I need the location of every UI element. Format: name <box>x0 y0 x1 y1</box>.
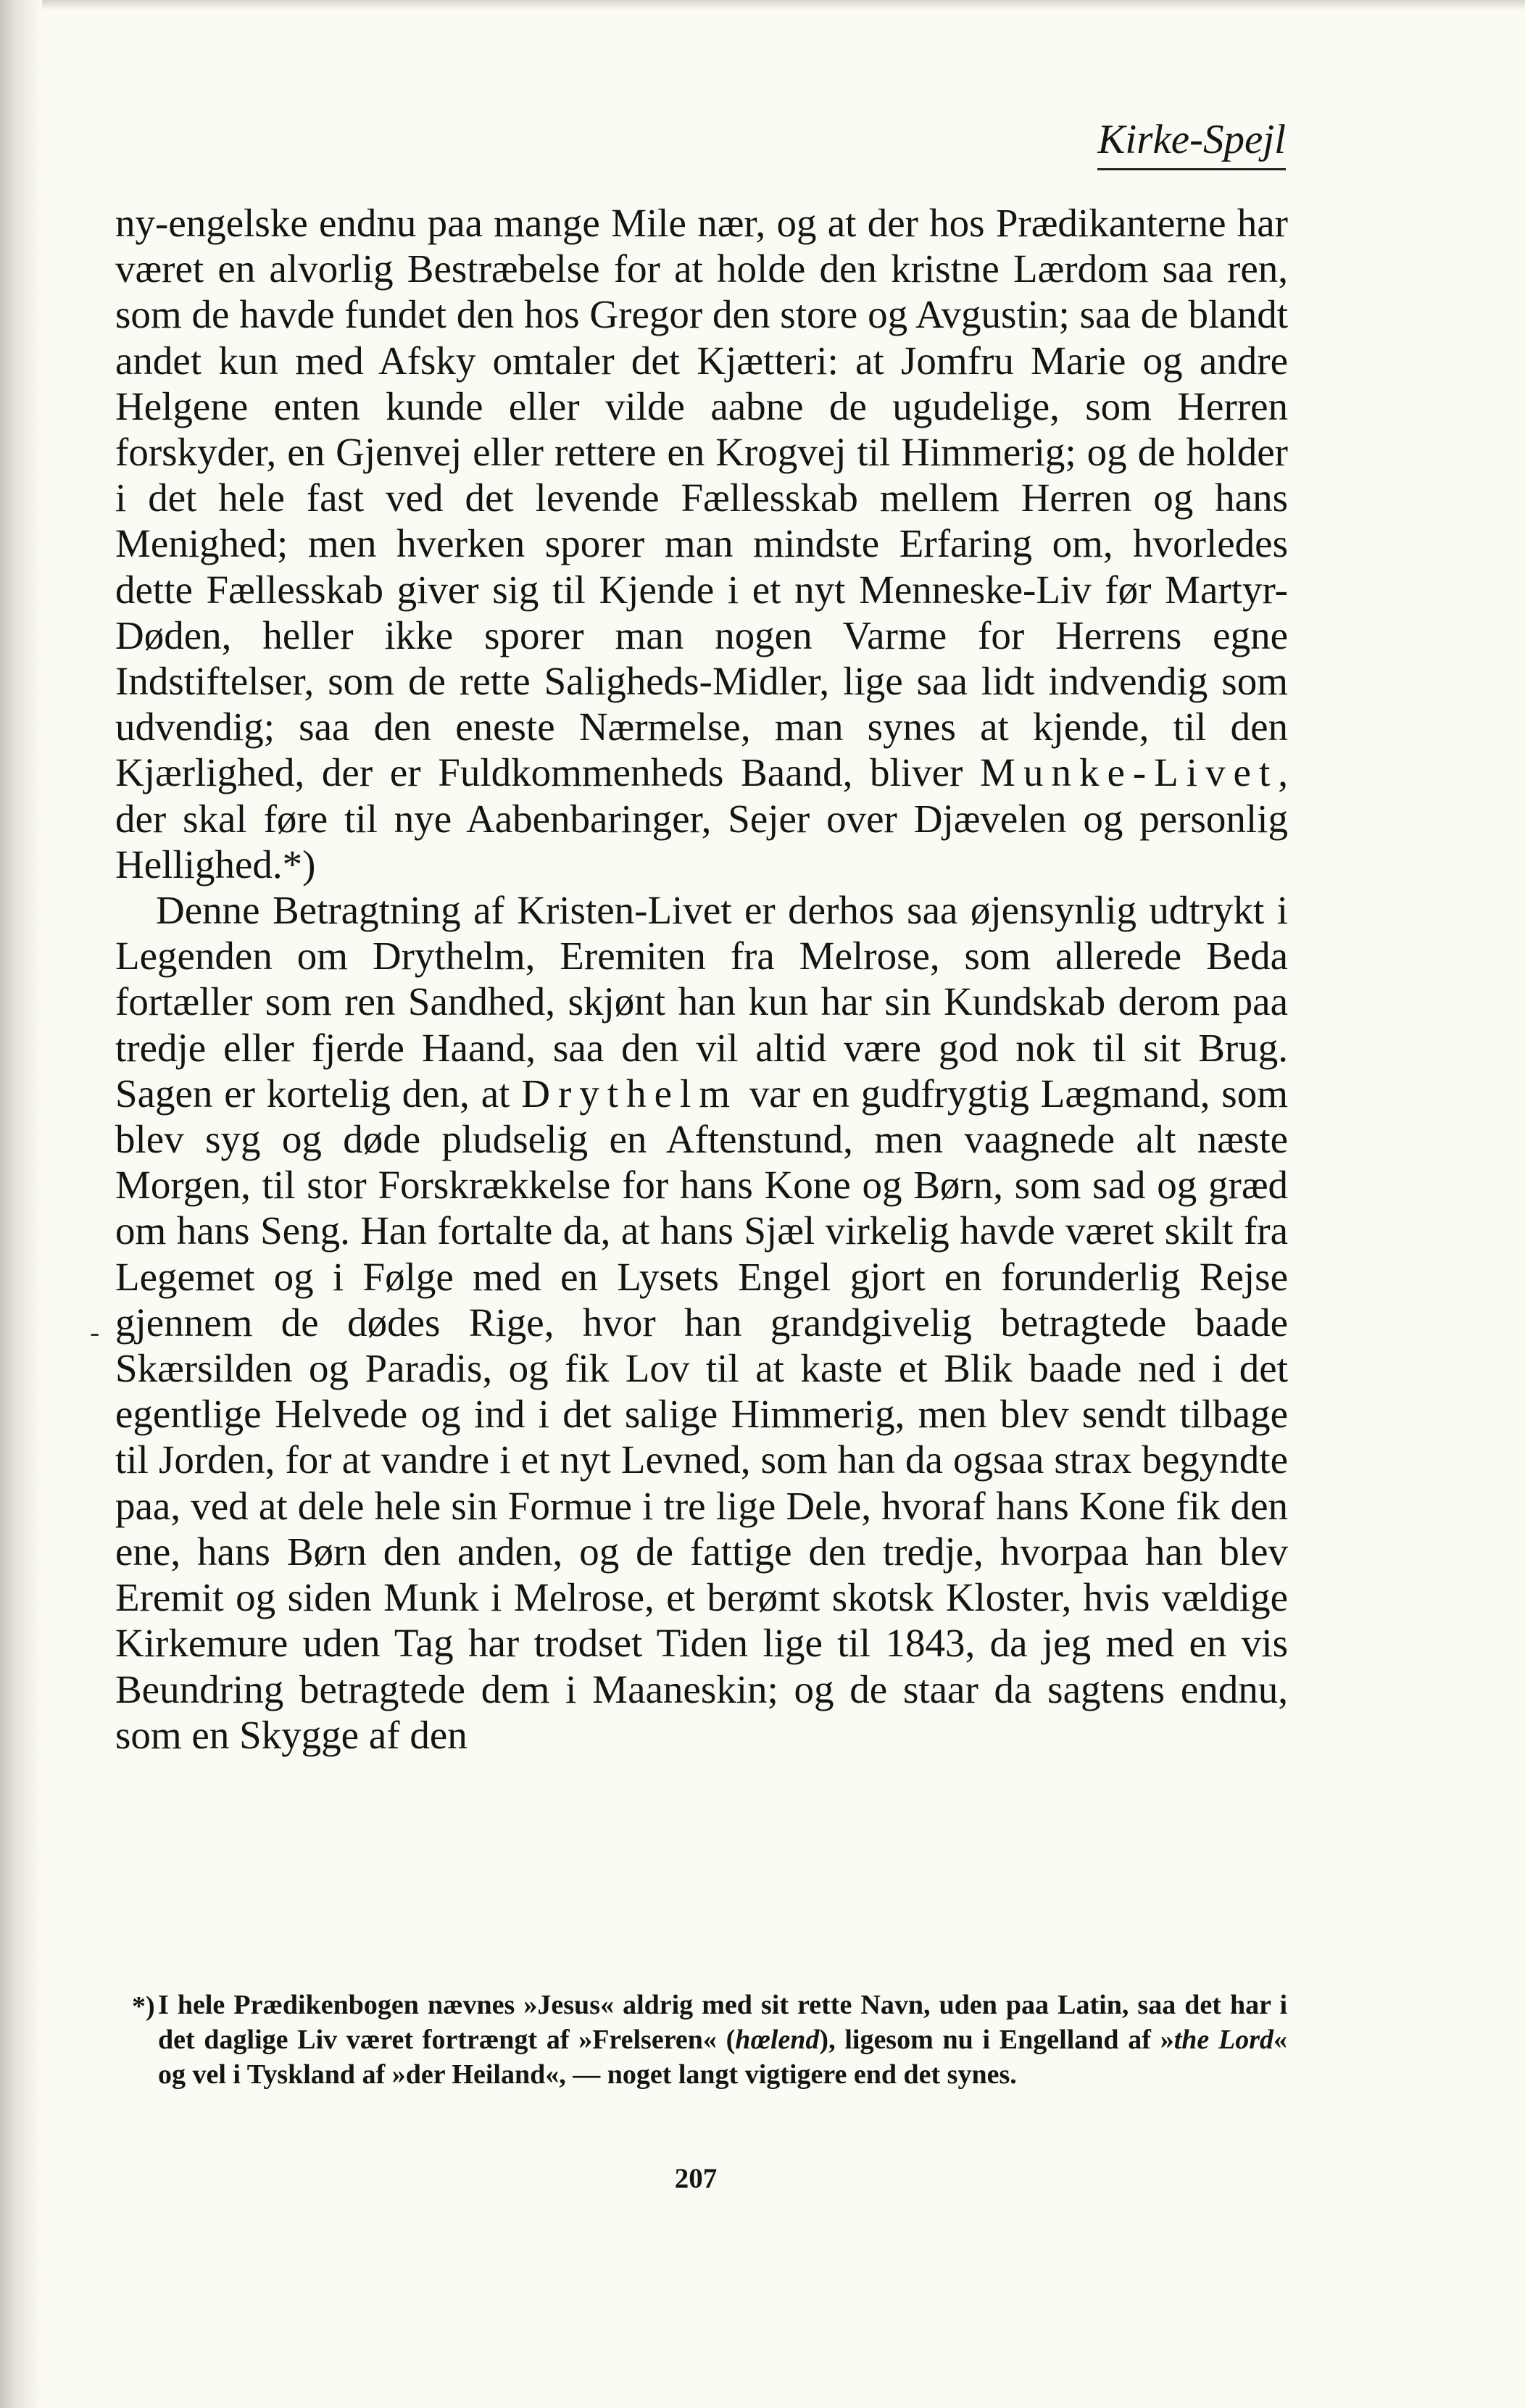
paragraph-2-part-1: Denne Betragtning af Kristen-Livet er derhos saa øjensynlig udtrykt i Legenden om Drythelm, Eremiten fra Melrose, som allerede Beda fortæller som ren Sandhed, skjønt han kun har sin Kundskab derom paa tredje eller fjerde Haand, saa den vil altid være god nok til sit Brug. Sagen er kortelig den, at <box>115 888 1288 1116</box>
main-text <box>115 200 1288 1758</box>
footnote-part-3: ), ligesom nu i Engelland af » <box>819 2025 1174 2055</box>
paragraph-2-part-3: var en gudfrygtig Lægmand, som blev syg og døde pludselig en Aftenstund, men vaagnede alt næste Morgen, til stor Forskrækkelse for hans Kone og Børn, som sad og græd om hans Seng. Han fortalte da, at hans Sjæl virkelig havde været skilt fra Legemet og i Følge med en Lysets Engel gjort en forunderlig Rejse gjennem de dødes Rige, hvor han grandgivelig betragtede baade Skærsilden og Paradis, og fik Lov til at kaste et Blik baade ned i det egentlige Helvede og ind i det salige Himmerig, men blev sendt tilbage til Jorden, for at vandre i et nyt Levned, som han da ogsaa strax begyndte paa, ved at dele hele sin Formue i tre lige Dele, hvoraf hans Kone fik den ene, hans Børn den anden, og de fattige den tredje, hvorpaa han blev Eremit og siden Munk i Melrose, et berømt skotsk Kloster, hvis vældige Kirkemure uden Tag har trodset Tiden lige til 1843, da jeg med en vis Beundring betragtede dem i Maaneskin; og de staar da sagtens endnu, som en Skygge af den <box>115 1071 1288 1757</box>
footnote-part-1: I hele Prædikenbogen nævnes »Jesus« aldrig med sit rette Navn, uden paa Latin, saa det har i det daglige Liv været fortrængt af »Frelseren« ( <box>158 1990 1287 2055</box>
footnote <box>132 1988 1288 2092</box>
paragraph-2 <box>115 887 1288 1758</box>
page-gutter-shadow <box>0 0 42 2408</box>
footnote-marker: *) <box>132 1991 155 2022</box>
paragraph-1 <box>115 200 1288 887</box>
spaced-word-drythelm: Drythelm <box>521 1071 739 1116</box>
page-top-shadow <box>0 0 1525 10</box>
spaced-word-munke-livet: Munke-Livet <box>980 750 1279 795</box>
running-head: Kirke-Spejl <box>1097 116 1286 170</box>
paragraph-1-part-1: ny-engelske endnu paa mange Mile nær, og at der hos Prædikanterne har været en alvorlig Bestræbelse for at holde den kristne Lærdom saa ren, som de havde fundet den hos Gregor den store og Avgustin; saa de blandt andet kun med Afsky omtaler det Kjætteri: at Jomfru Marie og andre Helgene enten kunde eller vilde aabne de ugudelige, som Herren forskyder, en Gjenvej eller rettere en Krogvej til Himmerig; og de holder i det hele fast ved det levende Fællesskab mellem Herren og hans Menighed; men hverken sporer man mindste Erfaring om, hvorledes dette Fællesskab giver sig til Kjende i et nyt Menneske-Liv før Martyr-Døden, heller ikke sporer man nogen Varme for Herrens egne Indstiftelser, som de rette Saligheds-Midler, lige saa lidt indvendig som udvendig; saa den eneste Nærmelse, man synes at kjende, til den Kjærlighed, der er Fuldkommenheds Baand, bliver <box>115 201 1288 795</box>
footnote-text <box>158 1990 1287 2090</box>
paragraph-1-part-3: , der skal føre til nye Aabenbaringer, Sejer over Djævelen og personlig Hellighed.*) <box>115 750 1288 887</box>
footnote-part-5: « og vel i Tyskland af »der Heiland«, — noget langt vigtigere end det synes. <box>158 2025 1288 2090</box>
footnote-italic-hoelend: hœlend <box>735 2025 820 2055</box>
page-number: 207 <box>674 2163 718 2194</box>
margin-mark: - <box>90 1316 100 1348</box>
footnote-italic-the-lord: the Lord <box>1173 2025 1274 2055</box>
